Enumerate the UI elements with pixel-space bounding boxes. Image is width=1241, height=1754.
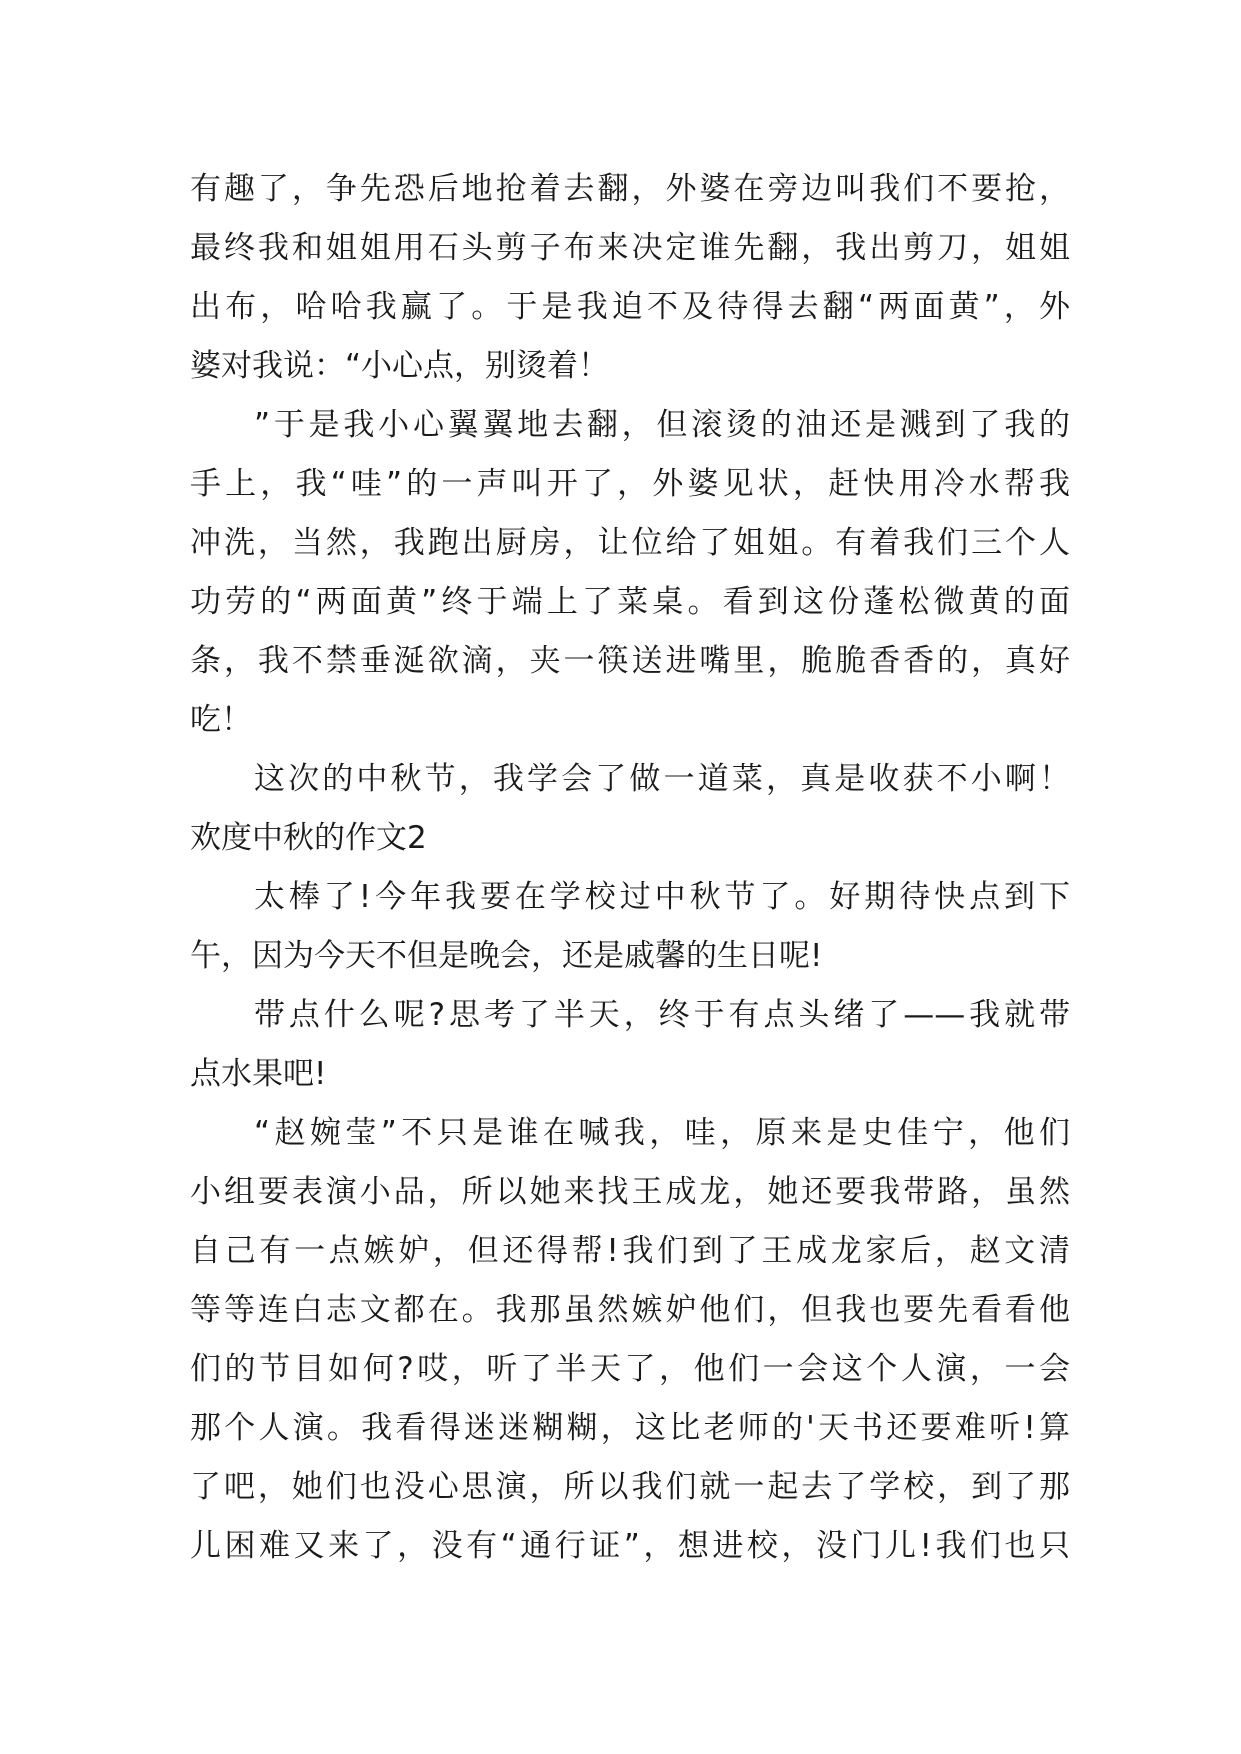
text-line: 了吧，她们也没心思演，所以我们就一起去了学校，到了那 xyxy=(190,1469,1070,1505)
text-line: 出布，哈哈我赢了。于是我迫不及待得去翻“两面黄”，外 xyxy=(190,289,1070,325)
text-line: 们的节目如何?哎，听了半天了，他们一会这个人演，一会 xyxy=(190,1351,1070,1387)
text-line: ”于是我小心翼翼地去翻，但滚烫的油还是溅到了我的 xyxy=(254,407,1070,443)
text-line: 儿困难又来了，没有“通行证”，想进校，没门儿!我们也只 xyxy=(190,1528,1070,1564)
text-line: 午，因为今天不但是晚会，还是戚馨的生日呢! xyxy=(190,938,823,974)
text-line: 小组要表演小品，所以她来找王成龙，她还要我带路，虽然 xyxy=(190,1174,1070,1210)
text-line: 等等连白志文都在。我那虽然嫉妒他们，但我也要先看看他 xyxy=(190,1292,1070,1328)
text-line: 这次的中秋节，我学会了做一道菜，真是收获不小啊！ xyxy=(254,761,1070,797)
text-line: 那个人演。我看得迷迷糊糊，这比老师的'天书还要难听!算 xyxy=(190,1410,1070,1446)
text-line: 点水果吧! xyxy=(190,1056,327,1092)
text-line: “赵婉莹”不只是谁在喊我，哇，原来是史佳宁，他们 xyxy=(254,1115,1070,1151)
essay-body xyxy=(190,160,1070,1576)
text-line: 带点什么呢?思考了半天，终于有点头绪了——我就带 xyxy=(254,997,1070,1033)
section-heading: 欢度中秋的作文2 xyxy=(190,820,427,856)
text-line: 有趣了，争先恐后地抢着去翻，外婆在旁边叫我们不要抢， xyxy=(190,171,1070,207)
text-line: 最终我和姐姐用石头剪子布来决定谁先翻，我出剪刀，姐姐 xyxy=(190,230,1070,266)
text-line: 太棒了!今年我要在学校过中秋节了。好期待快点到下 xyxy=(254,879,1070,915)
text-line: 功劳的“两面黄”终于端上了菜桌。看到这份蓬松微黄的面 xyxy=(190,584,1070,620)
text-line: 手上，我“哇”的一声叫开了，外婆见状，赶快用冷水帮我 xyxy=(190,466,1070,502)
text-line: 婆对我说：“小心点，别烫着！ xyxy=(190,348,610,384)
text-line: 冲洗，当然，我跑出厨房，让位给了姐姐。有着我们三个人 xyxy=(190,525,1070,561)
text-line: 条，我不禁垂涎欲滴，夹一筷送进嘴里，脆脆香香的，真好 xyxy=(190,643,1070,679)
text-line: 自己有一点嫉妒，但还得帮!我们到了王成龙家后，赵文清 xyxy=(190,1233,1070,1269)
text-line: 吃！ xyxy=(190,702,252,738)
